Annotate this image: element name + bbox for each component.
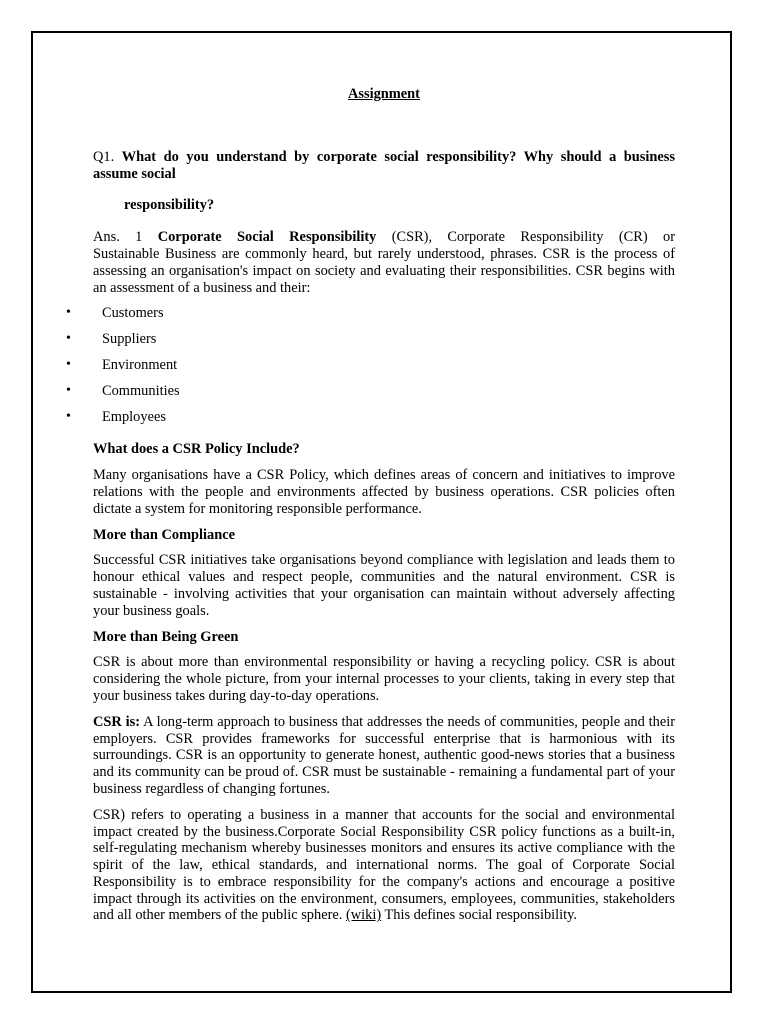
question-prefix: Q1.	[93, 148, 122, 165]
section-heading-green: More than Being Green	[93, 628, 239, 645]
section-heading-policy: What does a CSR Policy Include?	[93, 441, 300, 458]
bullet-icon: •	[66, 356, 71, 372]
question-continuation: responsibility?	[124, 197, 215, 214]
final-paragraph-tail: This defines social responsibility.	[381, 907, 577, 924]
list-item-label: Customers	[102, 305, 164, 322]
section-body-policy: Many organisations have a CSR Policy, which defines areas of concern and initiatives to improve relations with the people and environments affected by business operations. CSR policies often dictate a system for monitoring responsible performance.	[93, 467, 675, 517]
csr-is-label: CSR is:	[93, 713, 141, 730]
list-item	[66, 382, 675, 409]
list-item-label: Communities	[102, 382, 180, 399]
section-heading-compliance: More than Compliance	[93, 526, 236, 543]
answer-prefix: Ans. 1	[93, 229, 158, 246]
list-item	[66, 331, 675, 357]
bullet-icon: •	[66, 331, 71, 347]
bullet-icon: •	[66, 382, 71, 398]
document-body	[66, 86, 676, 933]
answer-paragraph: Sustainable Business are commonly heard, but rarely understood, phrases. CSR is the process of assessing an organisation's impact on society and evaluating their responsibilities. CSR begins with an assessment of a business and their:	[93, 245, 675, 296]
answer-first-line	[93, 229, 675, 246]
section-body-compliance: Successful CSR initiatives take organisations beyond compliance with legislation and leads them to honour ethical values and respect people, communities and the natural environment. CSR is sustainable - involving activities that your organisation can maintain without adversely affecting your business goals.	[93, 552, 675, 619]
list-item-label: Suppliers	[102, 331, 157, 348]
final-paragraph	[93, 807, 675, 925]
answer-line1-rest: (CSR), Corporate Responsibility (CR) or	[376, 229, 675, 246]
bullet-icon: •	[66, 305, 71, 321]
list-item	[66, 305, 675, 331]
bullet-icon: •	[66, 408, 71, 424]
final-paragraph-main: CSR) refers to operating a business in a manner that accounts for the social and environmental impact created by the business.Corporate Social Responsibility CSR policy functions as a built-in, self-regulating mechanism whereby businesses monitors and ensures its active compliance with the spirit of the law, ethical standards, and international norms. The goal of Corporate Social Responsibility is to embrace responsibility for the company's actions and encourage a positive impact through its activities on the environment, consumers, employees, communities, stakeholders and all other members of the public sphere.	[93, 806, 675, 924]
question-text: What do you understand by corporate social responsibility? Why should a business assume social	[93, 148, 675, 182]
wiki-link[interactable]: (wiki)	[345, 907, 382, 924]
answer-term: Corporate Social Responsibility	[157, 229, 377, 246]
csr-is-body: A long-term approach to business that addresses the needs of communities, people and their employers. CSR provides frameworks for successful enterprise that is harmonious with its surroundings. CSR is an opportunity to generate honest, authentic good-news stories that a business and its community can be proud of. CSR must be sustainable - remaining a fundamental part of your business regardless of changing fortunes.	[93, 713, 676, 797]
document-title: Assignment	[348, 86, 420, 102]
list-item-label: Employees	[102, 408, 166, 425]
section-body-green: CSR is about more than environmental responsibility or having a recycling policy. CSR is about considering the whole picture, from your internal processes to your clients, taking in every step that your business takes during day-to-day operations.	[93, 654, 675, 704]
list-item-label: Environment	[102, 356, 178, 373]
stakeholder-list	[66, 305, 675, 434]
list-item	[66, 408, 675, 435]
question	[93, 149, 675, 183]
list-item	[66, 356, 675, 383]
csr-is-paragraph	[93, 714, 675, 798]
